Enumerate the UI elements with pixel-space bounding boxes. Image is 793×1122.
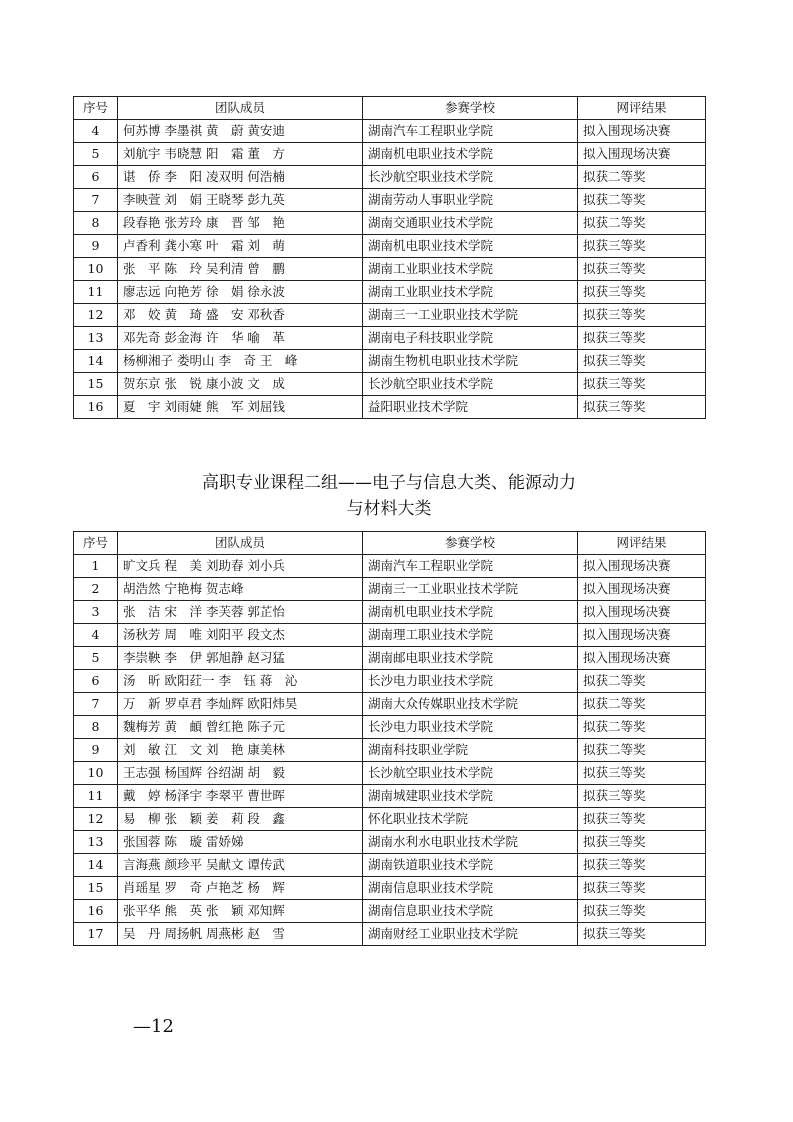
- team-members: 汤秋芳 周 唯 刘阳平 段文杰: [118, 624, 363, 647]
- table-row: [74, 624, 706, 647]
- row-number: 10: [74, 258, 118, 281]
- review-result: 拟获二等奖: [578, 670, 706, 693]
- team-members: 廖志远 向艳芳 徐 娟 徐永波: [118, 281, 363, 304]
- team-members: 旷文兵 程 美 刘助春 刘小兵: [118, 555, 363, 578]
- review-result: 拟获三等奖: [578, 350, 706, 373]
- row-number: 17: [74, 923, 118, 946]
- row-number: 7: [74, 189, 118, 212]
- school-name: 湖南交通职业技术学院: [363, 212, 578, 235]
- table-row: [74, 785, 706, 808]
- review-result: 拟入围现场决赛: [578, 143, 706, 166]
- table-row: [74, 327, 706, 350]
- results-table-1: [73, 96, 706, 419]
- row-number: 5: [74, 143, 118, 166]
- review-result: 拟获三等奖: [578, 762, 706, 785]
- table-row: [74, 235, 706, 258]
- table-body: [74, 555, 706, 946]
- table-row: [74, 578, 706, 601]
- table-row: [74, 831, 706, 854]
- row-number: 7: [74, 693, 118, 716]
- header-no: 序号: [74, 532, 118, 555]
- table-row: [74, 555, 706, 578]
- section-title-line-2: 与材料大类: [346, 499, 432, 519]
- school-name: 湖南机电职业技术学院: [363, 143, 578, 166]
- table-row: [74, 120, 706, 143]
- school-name: 湖南水利水电职业技术学院: [363, 831, 578, 854]
- table-row: [74, 739, 706, 762]
- team-members: 戴 婷 杨泽宇 李翠平 曹世晖: [118, 785, 363, 808]
- school-name: 湖南劳动人事职业学院: [363, 189, 578, 212]
- row-number: 16: [74, 396, 118, 419]
- header-team: 团队成员: [118, 532, 363, 555]
- school-name: 湖南汽车工程职业学院: [363, 555, 578, 578]
- row-number: 6: [74, 166, 118, 189]
- team-members: 易 柳 张 颖 姜 莉 段 鑫: [118, 808, 363, 831]
- table-row: [74, 143, 706, 166]
- row-number: 13: [74, 831, 118, 854]
- school-name: 湖南信息职业技术学院: [363, 877, 578, 900]
- row-number: 12: [74, 808, 118, 831]
- team-members: 魏梅芳 黄 頔 曾红艳 陈子元: [118, 716, 363, 739]
- school-name: 湖南生物机电职业技术学院: [363, 350, 578, 373]
- row-number: 4: [74, 120, 118, 143]
- review-result: 拟获二等奖: [578, 189, 706, 212]
- review-result: 拟获三等奖: [578, 304, 706, 327]
- review-result: 拟获三等奖: [578, 877, 706, 900]
- school-name: 湖南工业职业技术学院: [363, 258, 578, 281]
- review-result: 拟获三等奖: [578, 235, 706, 258]
- page-number: —12: [133, 1016, 174, 1037]
- header-school: 参赛学校: [363, 532, 578, 555]
- table-row: [74, 166, 706, 189]
- team-members: 胡浩然 宁艳梅 贺志峰: [118, 578, 363, 601]
- team-members: 张 洁 宋 洋 李芙蓉 郭芷怡: [118, 601, 363, 624]
- school-name: 益阳职业技术学院: [363, 396, 578, 419]
- school-name: 湖南城建职业技术学院: [363, 785, 578, 808]
- team-members: 张平华 熊 英 张 颖 邓知辉: [118, 900, 363, 923]
- review-result: 拟入围现场决赛: [578, 601, 706, 624]
- school-name: 湖南工业职业技术学院: [363, 281, 578, 304]
- school-name: 湖南大众传媒职业技术学院: [363, 693, 578, 716]
- review-result: 拟获三等奖: [578, 281, 706, 304]
- header-no: 序号: [74, 97, 118, 120]
- table-row: [74, 923, 706, 946]
- review-result: 拟获三等奖: [578, 396, 706, 419]
- school-name: 湖南铁道职业技术学院: [363, 854, 578, 877]
- review-result: 拟获三等奖: [578, 373, 706, 396]
- team-members: 邓先奇 彭金海 许 华 喻 革: [118, 327, 363, 350]
- row-number: 10: [74, 762, 118, 785]
- table-row: [74, 304, 706, 327]
- header-result: 网评结果: [578, 97, 706, 120]
- team-members: 邓 姣 黄 琦 盛 安 邓秋香: [118, 304, 363, 327]
- row-number: 4: [74, 624, 118, 647]
- review-result: 拟获二等奖: [578, 166, 706, 189]
- team-members: 刘航宇 韦晓慧 阳 霜 董 方: [118, 143, 363, 166]
- review-result: 拟获三等奖: [578, 854, 706, 877]
- table-row: [74, 808, 706, 831]
- school-name: 长沙航空职业技术学院: [363, 373, 578, 396]
- review-result: 拟获三等奖: [578, 258, 706, 281]
- review-result: 拟入围现场决赛: [578, 624, 706, 647]
- review-result: 拟获三等奖: [578, 785, 706, 808]
- table-row: [74, 373, 706, 396]
- table-row: [74, 877, 706, 900]
- school-name: 湖南电子科技职业学院: [363, 327, 578, 350]
- review-result: 拟获三等奖: [578, 831, 706, 854]
- row-number: 11: [74, 281, 118, 304]
- table-row: [74, 900, 706, 923]
- table-body: [74, 120, 706, 419]
- row-number: 14: [74, 350, 118, 373]
- table-row: [74, 350, 706, 373]
- school-name: 湖南三一工业职业技术学院: [363, 578, 578, 601]
- table-row: [74, 189, 706, 212]
- review-result: 拟获三等奖: [578, 900, 706, 923]
- table-row: [74, 212, 706, 235]
- table-row: [74, 281, 706, 304]
- school-name: 长沙航空职业技术学院: [363, 762, 578, 785]
- table-header-row: [74, 97, 706, 120]
- results-table-2: [73, 531, 706, 946]
- team-members: 段春艳 张芳玲 康 晋 邹 艳: [118, 212, 363, 235]
- table-row: [74, 670, 706, 693]
- header-team: 团队成员: [118, 97, 363, 120]
- team-members: 肖瑶星 罗 奇 卢艳芝 杨 辉: [118, 877, 363, 900]
- table-row: [74, 647, 706, 670]
- row-number: 5: [74, 647, 118, 670]
- school-name: 长沙电力职业技术学院: [363, 716, 578, 739]
- review-result: 拟入围现场决赛: [578, 120, 706, 143]
- review-result: 拟入围现场决赛: [578, 555, 706, 578]
- review-result: 拟入围现场决赛: [578, 647, 706, 670]
- team-members: 张 平 陈 玲 吴利清 曾 鹏: [118, 258, 363, 281]
- row-number: 8: [74, 716, 118, 739]
- row-number: 1: [74, 555, 118, 578]
- review-result: 拟获二等奖: [578, 716, 706, 739]
- row-number: 15: [74, 373, 118, 396]
- row-number: 3: [74, 601, 118, 624]
- review-result: 拟获三等奖: [578, 808, 706, 831]
- team-members: 何苏博 李墨祺 黄 蔚 黄安迪: [118, 120, 363, 143]
- team-members: 贺东京 张 锐 康小波 文 成: [118, 373, 363, 396]
- school-name: 怀化职业技术学院: [363, 808, 578, 831]
- team-members: 李崇鞅 李 伊 郭旭静 赵习猛: [118, 647, 363, 670]
- review-result: 拟获三等奖: [578, 327, 706, 350]
- row-number: 12: [74, 304, 118, 327]
- table-row: [74, 693, 706, 716]
- row-number: 6: [74, 670, 118, 693]
- row-number: 11: [74, 785, 118, 808]
- review-result: 拟获二等奖: [578, 693, 706, 716]
- team-members: 谌 侨 李 阳 凌双明 何浩楠: [118, 166, 363, 189]
- team-members: 杨柳湘子 娄明山 李 奇 王 峰: [118, 350, 363, 373]
- row-number: 8: [74, 212, 118, 235]
- review-result: 拟获二等奖: [578, 739, 706, 762]
- team-members: 王志强 杨国辉 谷绍湖 胡 毅: [118, 762, 363, 785]
- table-row: [74, 396, 706, 419]
- row-number: 2: [74, 578, 118, 601]
- header-result: 网评结果: [578, 532, 706, 555]
- school-name: 湖南三一工业职业技术学院: [363, 304, 578, 327]
- table-row: [74, 601, 706, 624]
- section-title-line-1: 高职专业课程二组——电子与信息大类、能源动力: [202, 473, 576, 493]
- school-name: 湖南科技职业学院: [363, 739, 578, 762]
- school-name: 湖南信息职业技术学院: [363, 900, 578, 923]
- row-number: 14: [74, 854, 118, 877]
- row-number: 9: [74, 739, 118, 762]
- review-result: 拟入围现场决赛: [578, 578, 706, 601]
- row-number: 9: [74, 235, 118, 258]
- team-members: 吴 丹 周扬帆 周燕彬 赵 雪: [118, 923, 363, 946]
- school-name: 长沙电力职业技术学院: [363, 670, 578, 693]
- review-result: 拟获三等奖: [578, 923, 706, 946]
- school-name: 湖南理工职业技术学院: [363, 624, 578, 647]
- team-members: 卢香利 龚小寒 叶 霜 刘 萌: [118, 235, 363, 258]
- school-name: 湖南机电职业技术学院: [363, 235, 578, 258]
- team-members: 夏 宇 刘雨婕 熊 军 刘屈钱: [118, 396, 363, 419]
- school-name: 长沙航空职业技术学院: [363, 166, 578, 189]
- school-name: 湖南汽车工程职业学院: [363, 120, 578, 143]
- team-members: 张国蓉 陈 璇 雷娇娣: [118, 831, 363, 854]
- table-row: [74, 716, 706, 739]
- school-name: 湖南财经工业职业技术学院: [363, 923, 578, 946]
- table-header-row: [74, 532, 706, 555]
- school-name: 湖南邮电职业技术学院: [363, 647, 578, 670]
- school-name: 湖南机电职业技术学院: [363, 601, 578, 624]
- row-number: 16: [74, 900, 118, 923]
- table-row: [74, 854, 706, 877]
- row-number: 13: [74, 327, 118, 350]
- team-members: 刘 敏 江 文 刘 艳 康美林: [118, 739, 363, 762]
- team-members: 万 新 罗卓君 李灿辉 欧阳炜昊: [118, 693, 363, 716]
- team-members: 李映萱 刘 娟 王晓琴 彭九英: [118, 189, 363, 212]
- table-row: [74, 762, 706, 785]
- team-members: 汤 昕 欧阳荭一 李 钰 蒋 沁: [118, 670, 363, 693]
- header-school: 参赛学校: [363, 97, 578, 120]
- row-number: 15: [74, 877, 118, 900]
- team-members: 言海燕 颜珍平 吴献文 谭传武: [118, 854, 363, 877]
- table-row: [74, 258, 706, 281]
- review-result: 拟获二等奖: [578, 212, 706, 235]
